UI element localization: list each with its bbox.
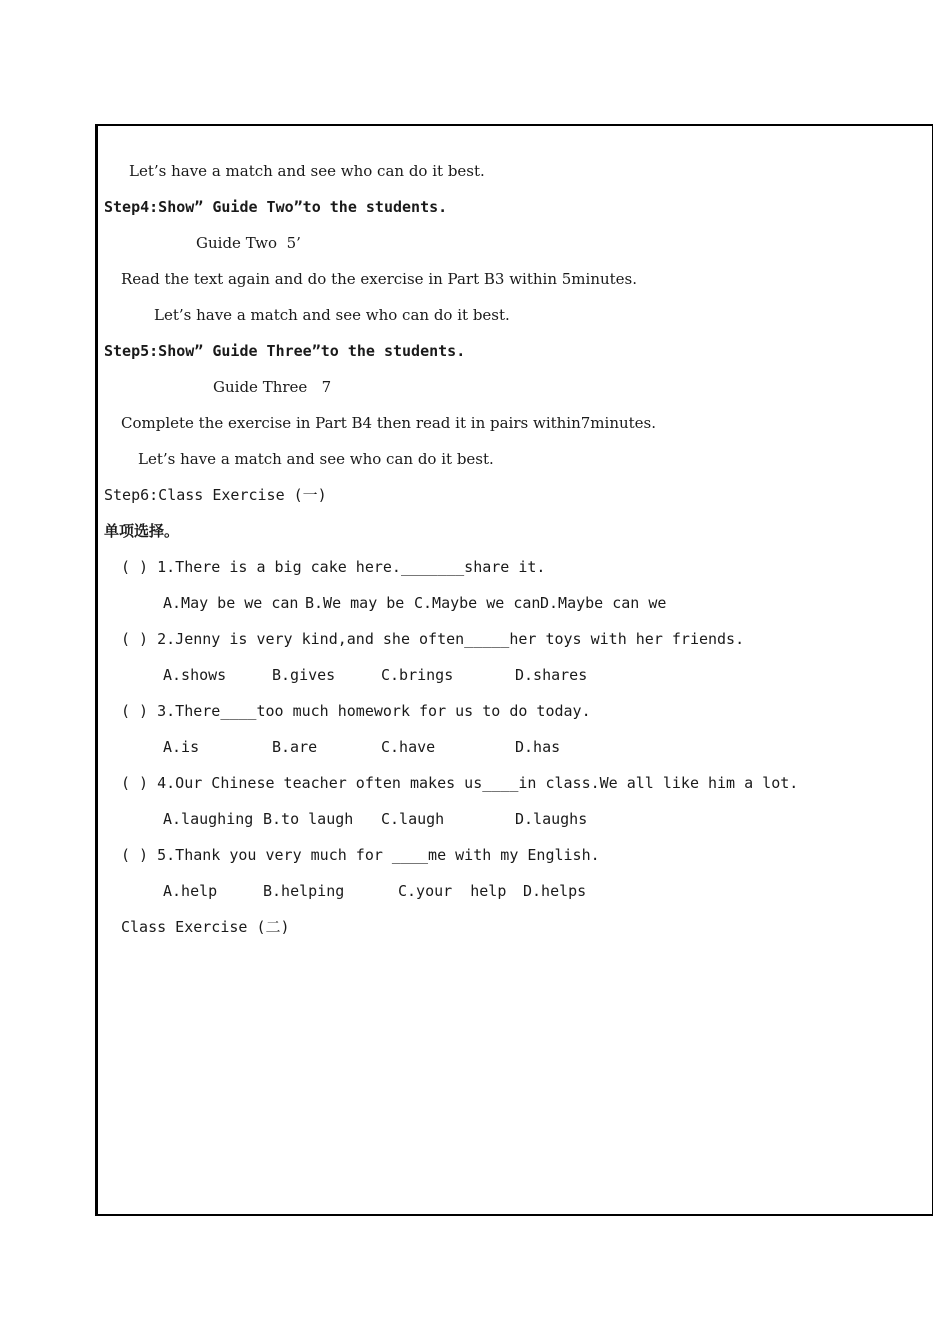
option-a: A.May be we can [163,594,299,612]
option-b: B.are [272,738,318,756]
question-stem: ( ) 1.There is a big cake here._______share it. [121,558,546,576]
instruction-line: Let’s have a match and see who can do it best. [138,450,494,468]
section-title: 单项选择。 [104,522,180,540]
option-a: A.is [163,738,200,756]
option-b: B.to laugh [263,810,354,828]
option-d: D.Maybe can we [540,594,667,612]
guide-two-title: Guide Two 5’ [196,234,301,252]
guide-three-title: Guide Three 7 [213,378,332,396]
option-c: C.laugh [381,810,445,828]
option-c: C.your help [398,882,507,900]
step4-heading: Step4:Show” Guide Two”to the students. [104,198,448,216]
question-stem: ( ) 3.There____too much homework for us to do today. [121,702,591,720]
instruction-line: Let’s have a match and see who can do it best. [154,306,510,324]
option-b: B.We may be [305,594,405,612]
guide-three-text: Complete the exercise in Part B4 then read it in pairs within7minutes. [121,414,657,432]
step6-heading: Step6:Class Exercise (一) [104,486,327,504]
option-b: B.gives [272,666,336,684]
option-c: C.brings [381,666,454,684]
option-c: C.Maybe we can [414,594,541,612]
class-exercise-two-heading: Class Exercise (二) [121,918,290,936]
question-stem: ( ) 4.Our Chinese teacher often makes us____in class.We all like him a lot. [121,774,799,792]
option-a: A.help [163,882,218,900]
option-b: B.helping [263,882,345,900]
option-c: C.have [381,738,436,756]
option-a: A.laughing [163,810,254,828]
option-d: D.has [515,738,561,756]
option-d: D.shares [515,666,588,684]
guide-two-text: Read the text again and do the exercise in Part B3 within 5minutes. [121,270,638,288]
step5-heading: Step5:Show” Guide Three”to the students. [104,342,466,360]
option-d: D.laughs [515,810,588,828]
option-d: D.helps [523,882,587,900]
question-stem: ( ) 2.Jenny is very kind,and she often_____her toys with her friends. [121,630,745,648]
instruction-line: Let’s have a match and see who can do it best. [129,162,485,180]
option-a: A.shows [163,666,227,684]
question-stem: ( ) 5.Thank you very much for ____me with my English. [121,846,600,864]
